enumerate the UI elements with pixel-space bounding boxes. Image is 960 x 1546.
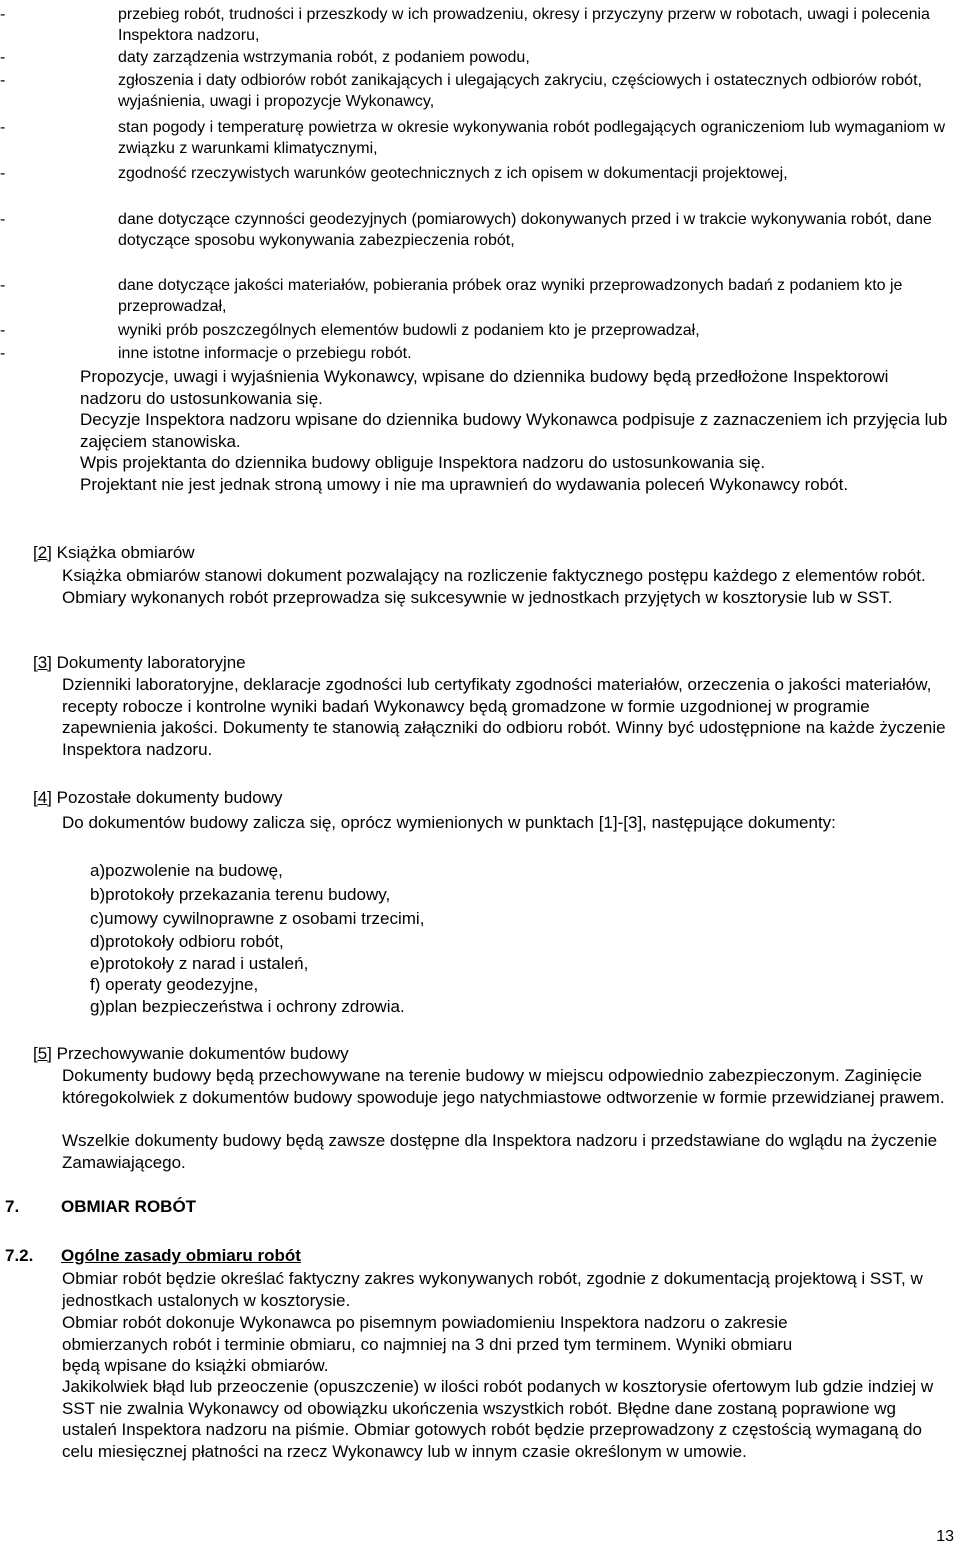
section-body: Dokumenty budowy będą przechowywane na terenie budowy w miejscu odpowiednio zabezpieczonym. Zaginięcie któregokolwiek z dokumentów budowy spowoduje jego natychmiastowe odtworzenie w formie przewidzianej prawem. [62, 1066, 945, 1107]
subchapter-heading [5, 1246, 301, 1266]
section-body: Książka obmiarów stanowi dokument pozwalający na rozliczenie faktycznego postępu każdego z elementów robót. Obmiary wykonanych robót przeprowadza się sukcesywnie w jednostkach przyjętych w kosztorysie lub w SST. [62, 566, 926, 607]
list-item: a)pozwolenie na budowę, [90, 861, 283, 880]
section-title: Książka obmiarów [56, 543, 195, 562]
section-heading [33, 542, 948, 564]
list-item: e)protokoły z narad i ustaleń, [90, 954, 309, 973]
paragraph: Propozycje, uwagi i wyjaśnienia Wykonawcy, wpisane do dziennika budowy będą przedłożone Inspektorowi nadzoru do ustosunkowania się. [80, 367, 889, 408]
section-title: Pozostałe dokumenty budowy [56, 788, 283, 807]
paragraph: Jakikolwiek błąd lub przeoczenie (opuszczenie) w ilości robót podanych w kosztorysie ofertowym lub gdzie indziej w SST nie zwalnia Wykonawcy od obowiązku ukończenia wszystkich robót. Błędne dane zostaną poprawione wg ustaleń Inspektora nadzoru na piśmie. Obmiar gotowych robót będzie przeprowadzony z częstością wymaganą do celu miesięcznej płatności na rzecz Wykonawcy lub w innym czasie określonym w umowie. [62, 1377, 934, 1461]
bullet-item: - daty zarządzenia wstrzymania robót, z podaniem powodu, [0, 49, 530, 66]
paragraph: Wpis projektanta do dziennika budowy obliguje Inspektora nadzoru do ustosunkowania się. [80, 453, 766, 472]
bullet-item: - inne istotne informacje o przebiegu robót. [0, 345, 412, 362]
section-number: [2] [33, 543, 52, 562]
section-title: Dokumenty laboratoryjne [56, 653, 246, 672]
list-item: f) operaty geodezyjne, [90, 975, 259, 994]
paragraph: Obmiar robót dokonuje Wykonawca po pisemnym powiadomieniu Inspektora nadzoru o zakresie obmierzanych robót i terminie obmiaru, co najmniej na 3 dni przed tym terminem. Wyniki obmiaru będą wpisane do książki obmiarów. [62, 1313, 793, 1375]
bullet-item: - stan pogody i temperaturę powietrza w okresie wykonywania robót podlegających ograniczeniom lub wymaganiom w związku z warunkami klimatycznymi, [0, 119, 946, 157]
list-item: d)protokoły odbioru robót, [90, 932, 284, 951]
bullet-item: - dane dotyczące czynności geodezyjnych (pomiarowych) dokonywanych przed i w trakcie wykonywania robót, dane dotyczące sposobu wykonywania zabezpieczenia robót, [0, 211, 932, 249]
section-title: Przechowywanie dokumentów budowy [56, 1044, 349, 1063]
section-heading [33, 787, 948, 809]
chapter-title: OBMIAR ROBÓT [61, 1197, 197, 1216]
section-number: [4] [33, 788, 52, 807]
list-item: c)umowy cywilnoprawne z osobami trzecimi, [90, 909, 425, 928]
bullet-item: - zgodność rzeczywistych warunków geotechnicznych z ich opisem w dokumentacji projektowej, [0, 165, 788, 182]
list-item: b)protokoły przekazania terenu budowy, [90, 885, 391, 904]
section-body: Do dokumentów budowy zalicza się, oprócz wymienionych w punktach [1]-[3], następujące dokumenty: [62, 813, 836, 832]
section-number: [5] [33, 1044, 52, 1063]
chapter-number: 7. [5, 1197, 20, 1216]
paragraph: Decyzje Inspektora nadzoru wpisane do dziennika budowy Wykonawca podpisuje z zaznaczeniem ich przyjęcia lub zajęciem stanowiska. [80, 410, 948, 451]
bullet-item: - przebieg robót, trudności i przeszkody w ich prowadzeniu, okresy i przyczyny przerw w robotach, uwagi i polecenia Inspektora nadzoru, [0, 6, 930, 44]
section-heading [33, 1043, 948, 1065]
section-heading [33, 652, 948, 674]
paragraph: Obmiar robót będzie określać faktyczny zakres wykonywanych robót, zgodnie z dokumentacją projektową i SST, w jednostkach ustalonych w kosztorysie. [62, 1269, 923, 1310]
subchapter-number: 7.2. [5, 1246, 34, 1265]
bullet-item: - zgłoszenia i daty odbiorów robót zanikających i ulegających zakryciu, częściowych i ostatecznych odbiorów robót, wyjaśnienia, uwagi i propozycje Wykonawcy, [0, 72, 922, 110]
page-number: 13 [936, 1528, 954, 1545]
list-item: g)plan bezpieczeństwa i ochrony zdrowia. [90, 997, 405, 1016]
chapter-heading [5, 1197, 197, 1217]
section-number: [3] [33, 653, 52, 672]
bullet-item: - dane dotyczące jakości materiałów, pobierania próbek oraz wyniki przeprowadzonych badań z podaniem kto je przeprowadzał, [0, 277, 903, 315]
section-body: Wszelkie dokumenty budowy będą zawsze dostępne dla Inspektora nadzoru i przedstawiane do wglądu na życzenie Zamawiającego. [62, 1131, 938, 1172]
bullet-item: - wyniki prób poszczególnych elementów budowli z podaniem kto je przeprowadzał, [0, 322, 700, 339]
paragraph: Projektant nie jest jednak stroną umowy i nie ma uprawnień do wydawania poleceń Wykonawcy robót. [80, 475, 849, 494]
section-body: Dzienniki laboratoryjne, deklaracje zgodności lub certyfikaty zgodności materiałów, orzeczenia o jakości materiałów, recepty robocze i kontrolne wyniki badań Wykonawcy będą gromadzone w formie uzgodnionej w programie zapewnienia jakości. Dokumenty te stanowią załączniki do odbioru robót. Winny być udostępnione na każde życzenie Inspektora nadzoru. [62, 675, 946, 759]
subchapter-title: Ogólne zasady obmiaru robót [61, 1246, 301, 1265]
